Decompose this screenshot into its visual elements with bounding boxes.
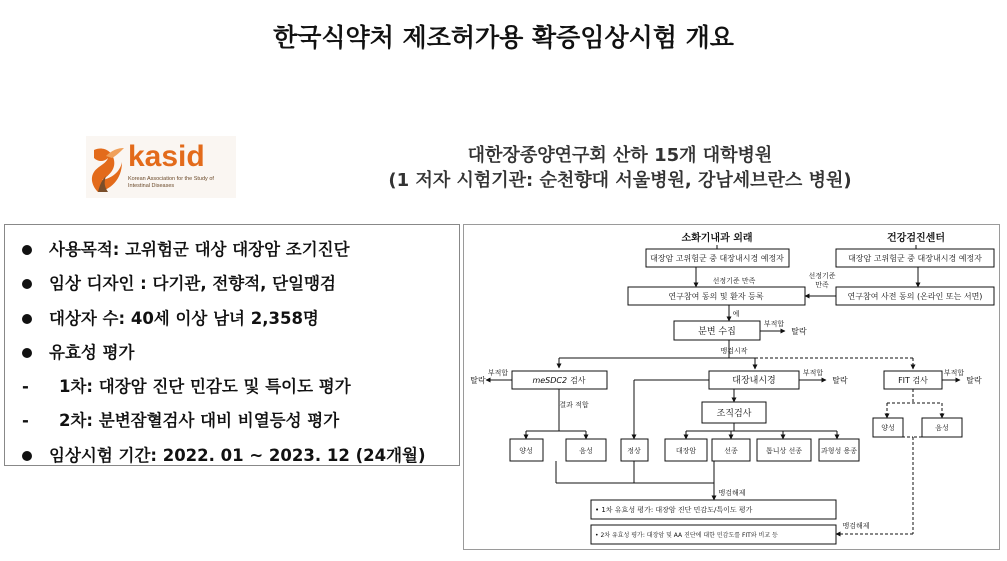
label-yes: 예	[732, 310, 740, 318]
study-flowchart	[463, 224, 1000, 550]
box-fit-positive: 양성	[881, 424, 895, 432]
box-cancer: 대장암	[675, 447, 697, 455]
box-pre-consent: 연구참여 사전 동의 (온라인 또는 서면)	[847, 292, 983, 301]
flowchart-svg	[464, 225, 1001, 551]
label-dropout-right: 탈락	[966, 376, 982, 385]
summary-subitem	[5, 404, 459, 438]
label-dropout: 탈락	[791, 327, 807, 336]
logo-subtitle: Korean Association for the Study of Intestinal Diseases	[128, 176, 214, 189]
box-secondary: • 2차 유효성 평가: 대장암 및 AA 진단에 대한 민감도를 FIT와 비교 등	[595, 532, 778, 539]
hospital-line-1: 대한장종양연구회 산하 15개 대학병원	[467, 145, 773, 166]
kasid-logo	[86, 136, 236, 198]
slide-title: 한국식약처 제조허가용 확증임상시험 개요	[273, 23, 734, 52]
label-unblind-right: 맹검해제	[842, 522, 870, 530]
label-unsuitable-right: 부적합	[943, 369, 965, 377]
box-hyperplastic: 과형성 용종	[820, 447, 858, 455]
box-mesdc2	[532, 375, 585, 385]
label-dropout-mid: 탈락	[832, 376, 848, 385]
summary-item-text: 사용목적: 고위험군 대상 대장암 조기진단	[49, 240, 350, 259]
box-consent: 연구참여 동의 및 환자 등록	[668, 292, 764, 301]
summary-item	[5, 233, 459, 267]
label-unsuitable-mid: 부적합	[802, 369, 824, 377]
hospital-line-2: (1 저자 시험기관: 순천향대 서울병원, 강남세브란스 병원)	[388, 170, 852, 191]
box-positive: 양성	[519, 447, 533, 455]
summary-item	[5, 439, 459, 473]
label-dropout-left: 탈락	[470, 376, 486, 385]
label-result-ok: 결과 적합	[559, 401, 589, 409]
box-fit: FIT 검사	[898, 376, 928, 385]
summary-item-text: 임상 디자인 : 다기관, 전향적, 단일맹검	[49, 274, 336, 294]
box-left-top: 대장암 고위험군 중 대장내시경 예정자	[650, 254, 784, 263]
box-advanced: 톱니상 선종	[765, 447, 803, 455]
box-negative: 음성	[579, 447, 593, 455]
summary-item-text: 1차: 대장암 진단 민감도 및 특이도 평가	[59, 377, 351, 397]
summary-item-text: 2차: 분변잠혈검사 대비 비열등성 평가	[59, 411, 340, 431]
summary-item-text: 유효성 평가	[49, 342, 135, 362]
summary-item	[5, 302, 459, 336]
summary-subitem	[5, 370, 459, 404]
summary-item	[5, 336, 459, 370]
summary-item-text: 임상시험 기간: 2022. 01 ~ 2023. 12 (24개월)	[49, 445, 426, 465]
box-adenoma: 선종	[724, 447, 738, 455]
box-fit-negative: 음성	[935, 424, 949, 432]
header-left: 소화기내과 외래	[681, 233, 753, 244]
summary-item	[5, 267, 459, 301]
label-blind-start: 맹검시작	[720, 347, 748, 355]
label-unsuitable: 부적합	[763, 320, 785, 328]
hospital-info	[270, 143, 970, 193]
box-stool: 분변 수집	[698, 327, 736, 337]
mesdc2-italic: meSDC2	[532, 376, 568, 385]
box-right-top: 대장암 고위험군 중 대장내시경 예정자	[848, 254, 982, 263]
box-colonoscopy: 대장내시경	[732, 376, 776, 386]
box-biopsy: 조직검사	[716, 409, 752, 419]
label-criteria-right-2: 만족	[815, 281, 829, 289]
summary-box	[4, 224, 460, 466]
summary-item-text: 대상자 수: 40세 이상 남녀 2,358명	[49, 308, 319, 328]
label-criteria: 선정기준 만족	[712, 277, 756, 285]
box-normal: 정상	[627, 447, 641, 455]
logo-wordmark: kasid	[128, 140, 205, 173]
mesdc2-suffix: 검사	[570, 376, 586, 385]
label-unsuitable-left: 부적합	[487, 369, 509, 377]
box-primary: • 1차 유효성 평가: 대장암 진단 민감도/특이도 평가	[595, 506, 753, 514]
label-criteria-right-1: 선정기준	[808, 272, 836, 280]
kasid-logo-mark-icon	[86, 136, 130, 198]
header-right: 건강검진센터	[887, 233, 945, 244]
label-unblind: 맹검해제	[718, 489, 746, 497]
